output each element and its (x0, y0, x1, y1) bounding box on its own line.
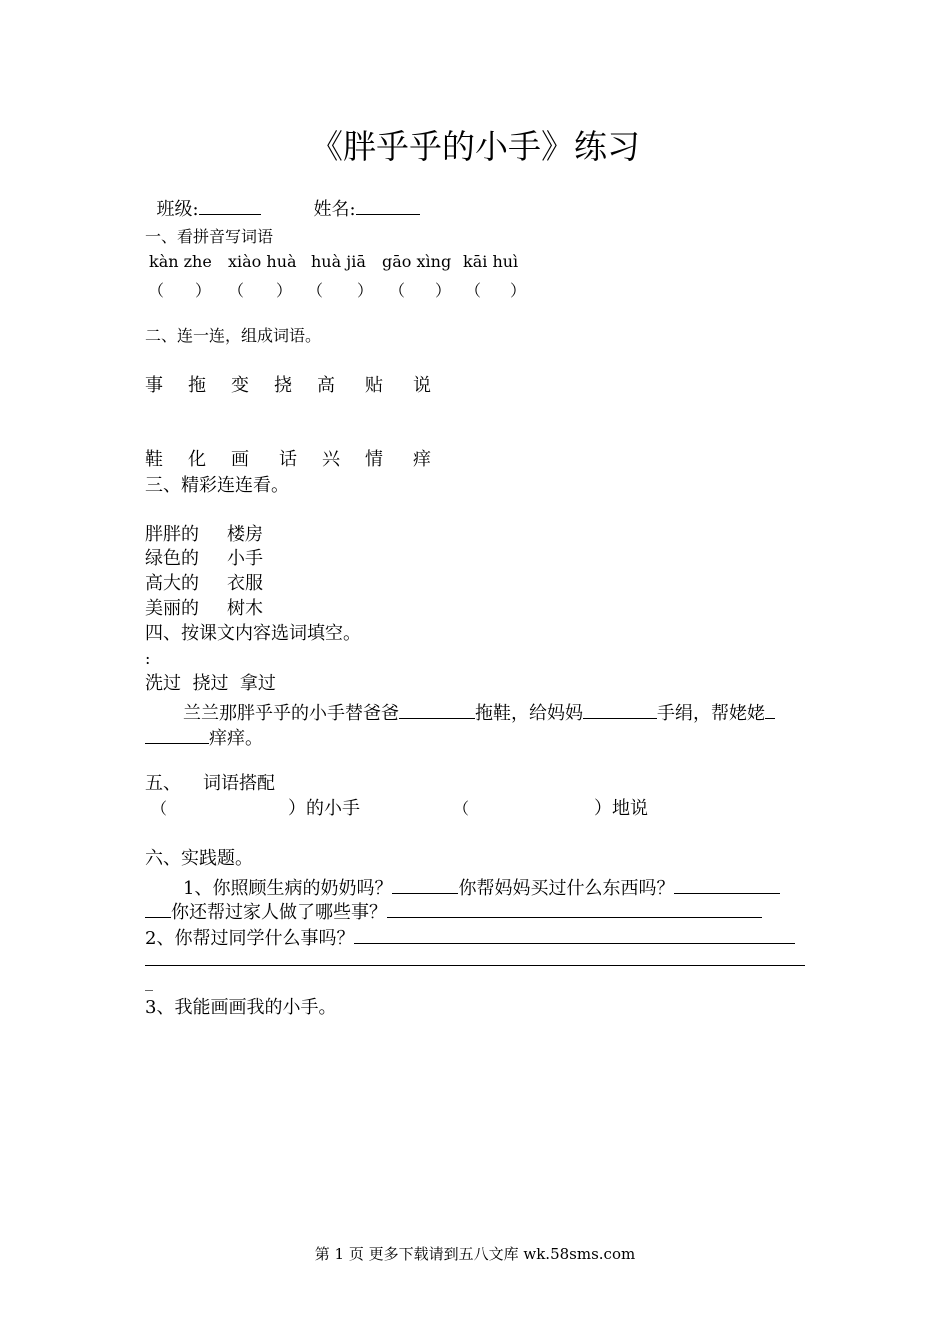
section2-heading: 二、连一连，组成词语。 (145, 326, 322, 345)
match-bottom-6: 情 (365, 449, 383, 470)
answer-box-3-open: （ (307, 281, 324, 300)
section5-heading-text: 词语搭配 (203, 773, 275, 794)
fill-blank-3b (145, 725, 209, 744)
match-top-1: 事 (145, 375, 163, 396)
name-field (302, 178, 420, 219)
fill-blank-3a (765, 700, 775, 719)
answer-line-2b (145, 965, 805, 966)
match-top-3: 变 (231, 375, 249, 396)
pinyin-2: xiào huà (228, 252, 297, 271)
match-top-5: 高 (317, 375, 335, 396)
match-bottom-5: 兴 (322, 449, 340, 470)
match-bottom-4: 话 (279, 449, 297, 470)
match-top-6: 贴 (365, 375, 383, 396)
question-3: 3、我能画画我的小手。 (145, 997, 337, 1018)
section3-heading: 三、精彩连连看。 (145, 475, 289, 496)
answer-box-1-close: ） (195, 281, 212, 300)
sentence-part-b: 拖鞋，给妈妈 (475, 703, 583, 724)
phrase-right-2: 小手 (227, 548, 263, 569)
fill-sentence-line1 (183, 700, 775, 723)
name-blank (356, 196, 420, 215)
phrase-right-4: 树木 (227, 598, 263, 619)
phrase-left-4: 美丽的 (145, 598, 199, 619)
answer-box-4-open: （ (389, 281, 406, 300)
question-2: 2、你帮过同学什么事吗？ (145, 928, 355, 949)
section5-heading-num: 五、 (145, 773, 181, 794)
collocation-1-open: （ (151, 799, 168, 818)
match-bottom-3: 画 (231, 449, 249, 470)
answer-box-5-close: ） (510, 281, 527, 300)
answer-blank-2a (354, 925, 795, 944)
page-footer: 第 1 页 更多下载请到五八文库 wk.58sms.com (314, 1245, 636, 1263)
section1-heading: 一、看拼音写词语 (145, 227, 274, 246)
colon-mark: : (145, 649, 151, 668)
answer-blank-1c (145, 899, 171, 918)
section4-heading: 四、按课文内容选词填空。 (145, 623, 361, 644)
match-top-2: 拖 (188, 375, 206, 396)
match-bottom-2: 化 (188, 449, 206, 470)
pinyin-4: gāo xìng (382, 252, 452, 271)
answer-box-4-close: ） (435, 281, 452, 300)
match-top-7: 说 (413, 375, 431, 396)
phrase-left-3: 高大的 (145, 573, 199, 594)
match-top-4: 挠 (274, 375, 292, 396)
question-1c: 你还帮过家人做了哪些事？ (171, 902, 387, 923)
answer-box-2-close: ） (276, 281, 293, 300)
match-bottom-1: 鞋 (145, 449, 163, 470)
phrase-left-2: 绿色的 (145, 548, 199, 569)
word-options: 洗过 挠过 拿过 (145, 673, 276, 694)
question-1-line1 (183, 875, 780, 898)
pinyin-5: kāi huì (463, 252, 519, 271)
page-title: 《胖乎乎的小手》练习 (310, 127, 640, 166)
pinyin-3: huà jiā (311, 252, 366, 271)
question-2-line (145, 925, 795, 948)
fill-blank-1 (399, 700, 475, 719)
fill-sentence-line2 (145, 725, 263, 748)
question-1b: 你帮妈妈买过什么东西吗？ (458, 878, 675, 899)
answer-blank-1d (387, 899, 762, 918)
answer-blank-1a (392, 875, 458, 894)
answer-box-3-close: ） (357, 281, 374, 300)
stray-underscore: _ (145, 972, 153, 991)
answer-box-2-open: （ (228, 281, 245, 300)
phrase-right-1: 楼房 (227, 524, 263, 545)
answer-box-5-open: （ (465, 281, 482, 300)
pinyin-1: kàn zhe (149, 252, 212, 271)
match-bottom-7: 痒 (413, 449, 431, 470)
sentence-part-c: 手绢，帮姥姥 (657, 703, 765, 724)
phrase-right-3: 衣服 (227, 573, 263, 594)
answer-box-1-open: （ (148, 281, 165, 300)
collocation-1-suffix: ）的小手 (288, 798, 360, 819)
class-label: 班级: (156, 199, 199, 220)
class-blank (199, 196, 261, 215)
fill-blank-2 (583, 700, 657, 719)
collocation-2-suffix: ）地说 (594, 798, 648, 819)
question-1-line2 (145, 899, 762, 922)
question-1a: 1、你照顾生病的奶奶吗？ (183, 878, 393, 899)
collocation-2-open: （ (453, 799, 470, 818)
phrase-left-1: 胖胖的 (145, 524, 199, 545)
class-field (145, 178, 261, 219)
sentence-part-d: 痒痒。 (209, 728, 263, 749)
name-label: 姓名: (313, 199, 356, 220)
section6-heading: 六、实践题。 (145, 848, 253, 869)
sentence-part-a: 兰兰那胖乎乎的小手替爸爸 (183, 703, 399, 724)
answer-blank-1b (674, 875, 780, 894)
